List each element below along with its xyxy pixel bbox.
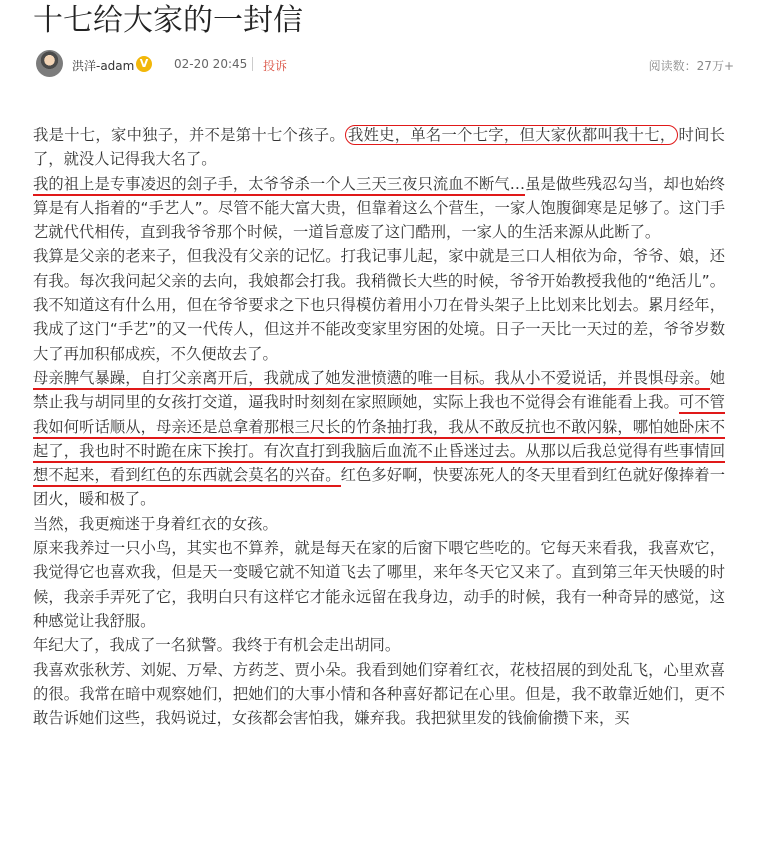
- paragraph-2-text-b: 虽是做些残忍勾当，却也始终算是有人指着的“手艺人”。尽管不能大富大贵，但靠着这么个营生，一家人饱腹御寒是足够了。这门手艺就代代相传，直到我爷爷那个时候，一道旨意废了这门酷刑，一家人的生活来源从此断了。: [33, 174, 725, 242]
- paragraph-2: [33, 172, 725, 245]
- paragraph-4-underlined-text-a: 母亲脾气暴躁，自打父亲离开后，我就成了她发泄愤懑的唯一目标。我从小不爱说话，并畏惧母亲。: [33, 369, 710, 390]
- paragraph-6: 原来我养过一只小鸟，其实也不算养，就是每天在家的后窗下喂它些吃的。它每天来看我，我喜欢它，我觉得它也喜欢我，但是天一变暖它就不知道飞去了哪里，来年冬天它又来了。直到第三年天快暖的时候，我亲手弄死了它，我明白只有这样它才能永远留在我身边，动手的时候，我有一种奇异的感觉，这种感觉让我舒服。: [33, 539, 725, 630]
- paragraph-1-text-c: 时间长了，就没人记得我大名了。: [33, 126, 725, 169]
- paragraph-5: 当然，我更痴迷于身着红衣的女孩。: [33, 514, 278, 533]
- paragraph-8: 我喜欢张秋芳、刘妮、万晕、方药芝、贾小朵。我看到她们穿着红衣，花枝招展的到处乱飞，心里欢喜的很。我常在暗中观察她们，把她们的大事小情和各种喜好都记在心里。但是，我不敢靠近她们，更不敢告诉她们这些，我妈说过，女孩都会害怕我，嫌弃我。我把狱里发的钱偷偷攒下来，买: [33, 660, 725, 728]
- paragraph-1: [33, 123, 725, 172]
- paragraph-4-text-b: 她禁止我与胡同里的女孩打交道，逼我时时刻刻在家照顾她，实际上我也不觉得会有谁能看上我。: [33, 368, 725, 412]
- paragraph-2-underlined-text: 我的祖上是专事凌迟的刽子手，太爷爷杀一个人三天三夜只流血不断气…: [33, 175, 525, 196]
- report-link[interactable]: 投诉: [263, 59, 288, 73]
- paragraph-4-underlined-text-c: 可不管我如何听话顺从，母亲还是总拿着那根三尺长的竹条抽打我，我从不敢反抗也不敢闪躲，哪怕她卧床不起了，我也时不时跪在床下挨打。有次直打到我脑后血流不止昏迷过去。: [33, 393, 725, 463]
- paragraph-7: 年纪大了，我成了一名狱警。我终于有机会走出胡同。: [33, 636, 401, 655]
- paragraph-4: [33, 366, 725, 512]
- paragraph-1-circled-text: 我姓史，单名一个七字，但大家伙都叫我十七，: [345, 125, 679, 145]
- author-avatar[interactable]: [36, 50, 63, 77]
- paragraph-1-text-a: 我是十七，家中独子，并不是第十七个孩子。: [33, 126, 345, 144]
- article-title: 十七给大家的一封信: [33, 3, 303, 38]
- author-name[interactable]: 洪洋-adam: [72, 59, 135, 73]
- verified-badge-icon: V: [136, 56, 152, 72]
- paragraph-4-text-e: 红色多好啊，快要冻死人的冬天里看到红色就好像捧着一团火，暖和极了。: [33, 466, 725, 509]
- article-body: [33, 123, 725, 730]
- read-count: 阅读数：27万+: [648, 59, 734, 73]
- publish-time: 02-20 20:45: [174, 57, 248, 71]
- paragraph-3: 我算是父亲的老来子，但我没有父亲的记忆。打我记事儿起，家中就是三口人相依为命，爷爷、娘，还有我。每次我问起父亲的去向，我娘都会打我。我稍微长大些的时候，爷爷开始教授我他的“绝活儿”。我不知道这有什么用，但在爷爷要求之下也只得模仿着用小刀在骨头架子上比划来比划去。累月经年，我成了这门“手艺”的又一代传人，但这并不能改变家里穷困的处境。日子一天比一天过的差，爷爷岁数大了再加积郁成疾，不久便故去了。: [33, 247, 725, 363]
- article-meta: [36, 48, 734, 82]
- meta-divider: [252, 57, 253, 71]
- paragraph-4-underlined-text-d: 从那以后我总觉得有些事情回想不起来，看到红色的东西就会莫名的兴奋。: [33, 442, 725, 487]
